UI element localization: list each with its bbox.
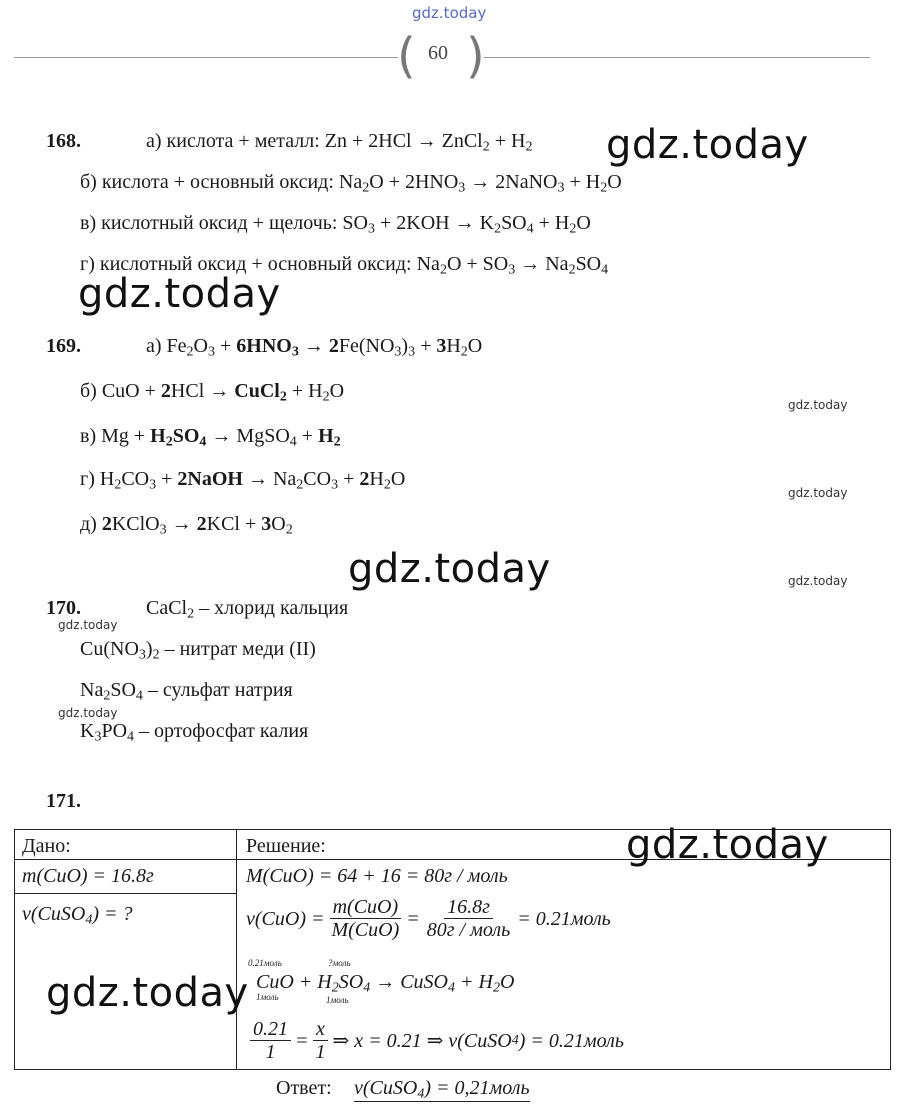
answer-label: Ответ:: [276, 1077, 332, 1099]
answer-value: ν(CuSO$_4$) = 0,21моль: [354, 1077, 530, 1102]
problem-168-d: г) кислотный оксид + основный оксид: $Na_2O + SO_3 \to Na_2SO_4$: [80, 253, 609, 278]
problem-171-number: 171.: [46, 790, 81, 812]
problem-170-item-3: $Na_2SO_4$ – сульфат натрия: [80, 679, 293, 704]
header-rule-right: [484, 57, 870, 58]
watermark-1: gdz.today: [606, 122, 809, 168]
amount-formula: ν(CuO) = $\frac{\text{m(CuO)}}{\text{M(CuO)}}$ = $\frac{16.8г}{\text{80г / моль}}$ = 0.21моль: [246, 896, 611, 941]
problem-169-e: д) 2KClO$_3$ → $2KCl + 3O_2$: [80, 513, 293, 538]
page-number-brace-right: ): [466, 28, 485, 84]
table-border-right: [890, 829, 891, 1070]
problem-168-c: в) кислотный оксид + щелочь: $SO_3 + 2KOH \to K_2SO_4 + H_2O$: [80, 212, 591, 237]
problem-169-number: 169.: [46, 335, 81, 357]
table-border-left: [14, 829, 15, 1070]
given-header: Дано:: [22, 835, 71, 857]
problem-170-item-1: CaCl$_2$ – хлорид кальция: [146, 597, 349, 622]
table-divider-vertical: [236, 829, 237, 1070]
watermark-small-5: gdz.today: [58, 706, 118, 720]
watermark-2: gdz.today: [78, 271, 281, 317]
header-watermark: gdz.today: [412, 4, 487, 22]
problem-169-a: а) $Fe_2O_3 + 6HNO_3 \to 2Fe(NO_3)_3 + 3H_2O$: [146, 335, 483, 360]
watermark-small-1: gdz.today: [788, 398, 848, 412]
molar-mass-line: M(CuO) = 64 + 16 = 80г / моль: [246, 865, 508, 887]
watermark-5: gdz.today: [46, 970, 249, 1016]
problem-170-item-2: $Cu(NO_3)_2$ – нитрат меди (II): [80, 638, 316, 663]
proportion-line: $\frac{0.21}{1}$ = $\frac{x}{1}$ ⇒ x = 0.21 ⇒ ν(CuSO 4 ) = 0.21моль: [246, 1018, 624, 1063]
watermark-4: gdz.today: [626, 822, 829, 868]
problem-170-item-4: $K_3PO_4$ – ортофосфат калия: [80, 720, 309, 745]
watermark-small-4: gdz.today: [58, 618, 118, 632]
solution-header: Решение:: [246, 835, 326, 857]
watermark-small-3: gdz.today: [788, 574, 848, 588]
watermark-3: gdz.today: [348, 546, 551, 592]
header-rule-left: [14, 57, 398, 58]
given-unknown: ν(CuSO$_4$) = ?: [22, 903, 133, 928]
problem-168-b: б) кислота + основный оксид: $Na_2O + 2HNO_3$ → 2NaNO$_3$ + $H_2O$: [80, 171, 622, 196]
table-border-bottom: [14, 1069, 891, 1070]
page-number-brace-left: (: [397, 28, 416, 84]
table-given-separator: [14, 893, 236, 894]
problem-170-number: 170.: [46, 597, 81, 619]
problem-169-c: в) $Mg + H_2SO_4$ → MgSO$_4$ + $H_2$: [80, 425, 341, 450]
given-mass: m(CuO) = 16.8г: [22, 865, 154, 887]
page-number: 60: [428, 42, 448, 64]
problem-168-a: а) кислота + металл: Zn + 2HCl → ZnCl$_2$ + $H_2$: [146, 130, 533, 155]
problem-168-number: 168.: [46, 130, 81, 152]
problem-169-b: б) CuO + 2HCl → CuCl$_2$ + $H_2O$: [80, 380, 345, 405]
reaction-line: 0.21моль ?моль CuO + $H_2SO_4$ → CuSO$_4$ + $H_2O$ 1моль 1моль: [248, 958, 515, 1005]
problem-169-d: г) $H_2CO_3$ + 2NaOH → $Na_2CO_3 + 2H_2O$: [80, 468, 406, 493]
watermark-small-2: gdz.today: [788, 486, 848, 500]
